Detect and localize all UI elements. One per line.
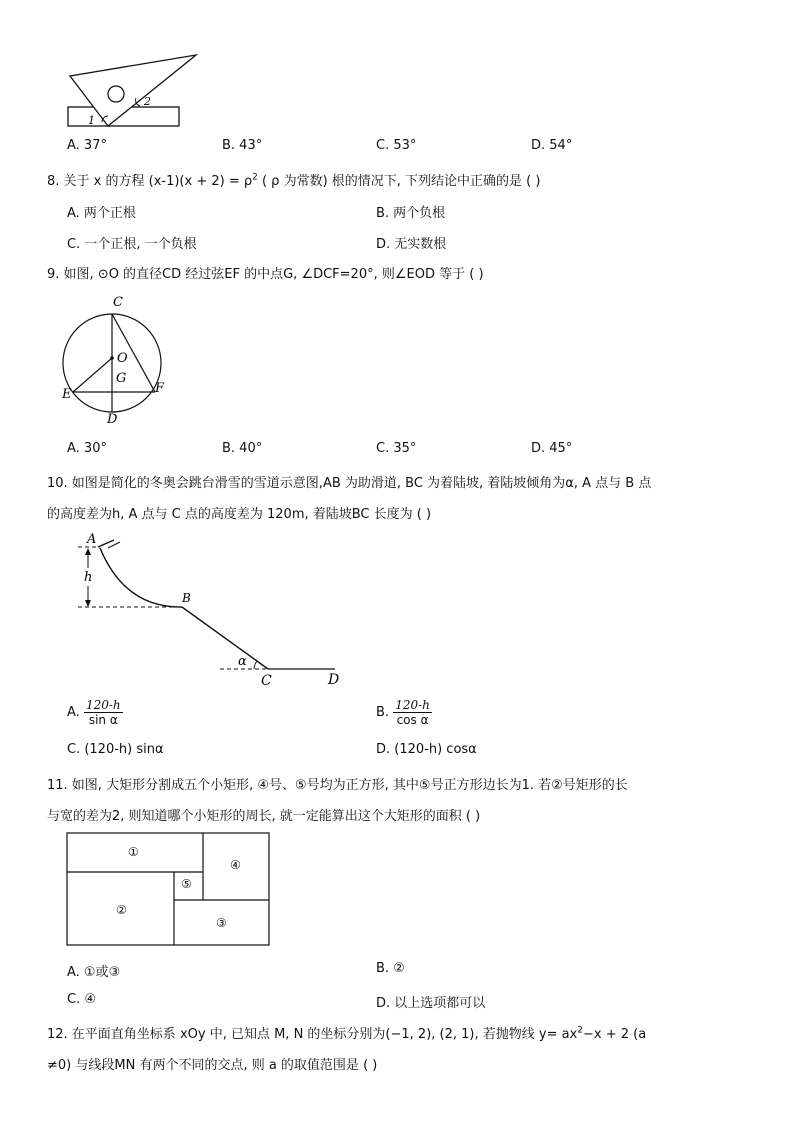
q9-option-a[interactable]: A. 30° — [67, 441, 107, 456]
q11-stem-line1: 11. 如图, 大矩形分割成五个小矩形, ④号、⑤号均为正方形, 其中⑤号正方形边长为1. 若②号矩形的长 — [47, 778, 628, 793]
q10-label-h: h — [84, 570, 93, 585]
q10-option-d[interactable]: D. (120-h) cosα — [376, 742, 477, 757]
q10-option-b-numerator: 120-h — [395, 698, 430, 712]
q9-option-d[interactable]: D. 45° — [531, 441, 573, 456]
q10-label-a: A — [87, 532, 97, 547]
q11-stem-line2: 与宽的差为2, 则知道哪个小矩形的周长, 就一定能算出这个大矩形的面积 ( ) — [47, 809, 481, 824]
q11-option-a[interactable]: A. ①或③ — [67, 965, 121, 980]
q10-option-b[interactable] — [376, 698, 432, 727]
q12-stem-line1-sup: 2 — [577, 1025, 583, 1036]
q10-option-a[interactable] — [67, 698, 123, 727]
q9-option-b[interactable]: B. 40° — [222, 441, 263, 456]
q8-stem-suffix: ( ρ 为常数) 根的情况下, 下列结论中正确的是 ( ) — [257, 174, 541, 189]
q11-option-b[interactable]: B. ② — [376, 961, 405, 976]
q9-label-c: C — [113, 295, 123, 310]
q10-ramp-curve — [100, 548, 182, 607]
q10-figure — [70, 528, 360, 690]
q10-stem-line1: 10. 如图是简化的冬奥会跳台滑雪的雪道示意图,AB 为助滑道, BC 为着陆坡, 着陆坡倾角为α, A 点与 B 点 — [47, 476, 652, 491]
q10-label-c: C — [261, 673, 272, 689]
q11-figure — [66, 832, 272, 948]
q7-angle-2-label: 2 — [144, 95, 151, 108]
q10-option-b-fraction — [393, 698, 432, 727]
q10-option-a-numerator: 120-h — [85, 698, 121, 712]
q8-option-a[interactable]: A. 两个正根 — [67, 206, 136, 221]
q12-stem-line1 — [47, 1023, 646, 1042]
q8-option-b[interactable]: B. 两个负根 — [376, 206, 446, 221]
q11-rect-1-label: ① — [128, 845, 139, 859]
q8-stem-sup: 2 — [252, 172, 258, 183]
q10-option-a-denominator: sin α — [88, 713, 118, 727]
q10-option-b-prefix: B. — [376, 705, 390, 720]
q11-option-d[interactable]: D. 以上选项都可以 — [376, 996, 486, 1011]
q10-option-b-denominator: cos α — [396, 713, 429, 727]
q10-label-d: D — [328, 672, 340, 688]
q8-option-d[interactable]: D. 无实数根 — [376, 237, 447, 252]
q9-label-g: G — [116, 371, 127, 386]
q11-option-c[interactable]: C. ④ — [67, 992, 96, 1007]
q9-label-f: F — [155, 381, 165, 396]
q10-label-alpha: α — [238, 654, 247, 669]
q9-label-d: D — [107, 412, 118, 427]
q11-rect-5-label: ⑤ — [181, 877, 192, 891]
q9-stem: 9. 如图, ⊙O 的直径CD 经过弦EF 的中点G, ∠DCF=20°, 则∠EOD 等于 ( ) — [47, 267, 484, 282]
q11-rect-4-label: ④ — [230, 858, 241, 872]
q10-option-c[interactable]: C. (120-h) sinα — [67, 742, 164, 757]
q8-stem-prefix: 8. 关于 x 的方程 (x-1)(x + 2) = ρ — [47, 174, 253, 189]
q9-option-c[interactable]: C. 35° — [376, 441, 417, 456]
q12-stem-line2: ≠0) 与线段MN 有两个不同的交点, 则 a 的取值范围是 ( ) — [47, 1058, 378, 1073]
q10-stem-line2: 的高度差为h, A 点与 C 点的高度差为 120m, 着陆坡BC 长度为 ( ) — [47, 507, 432, 522]
q8-stem — [47, 170, 540, 189]
q7-option-d[interactable]: D. 54° — [531, 138, 573, 153]
q10-label-b: B — [182, 591, 191, 605]
q11-rect-3-label: ③ — [216, 916, 227, 930]
q10-option-a-fraction — [84, 698, 123, 727]
q12-stem-line1-suffix: −x + 2 (a — [583, 1027, 647, 1042]
q10-option-a-prefix: A. — [67, 705, 80, 720]
q7-option-a[interactable]: A. 37° — [67, 138, 107, 153]
q7-angle-1-label: 1 — [88, 114, 95, 127]
q7-option-b[interactable]: B. 43° — [222, 138, 263, 153]
q9-figure — [60, 290, 180, 430]
q9-label-o: O — [117, 351, 128, 366]
q11-rect-2-label: ② — [116, 903, 127, 917]
q11-outer-rect — [67, 833, 269, 945]
q8-option-c[interactable]: C. 一个正根, 一个负根 — [67, 237, 197, 252]
q9-label-e: E — [62, 387, 72, 402]
q7-figure — [60, 50, 210, 130]
q7-option-c[interactable]: C. 53° — [376, 138, 417, 153]
q12-stem-line1-prefix: 12. 在平面直角坐标系 xOy 中, 已知点 M, N 的坐标分别为(−1, 2), (2, 1), 若抛物线 y= ax — [47, 1027, 578, 1042]
